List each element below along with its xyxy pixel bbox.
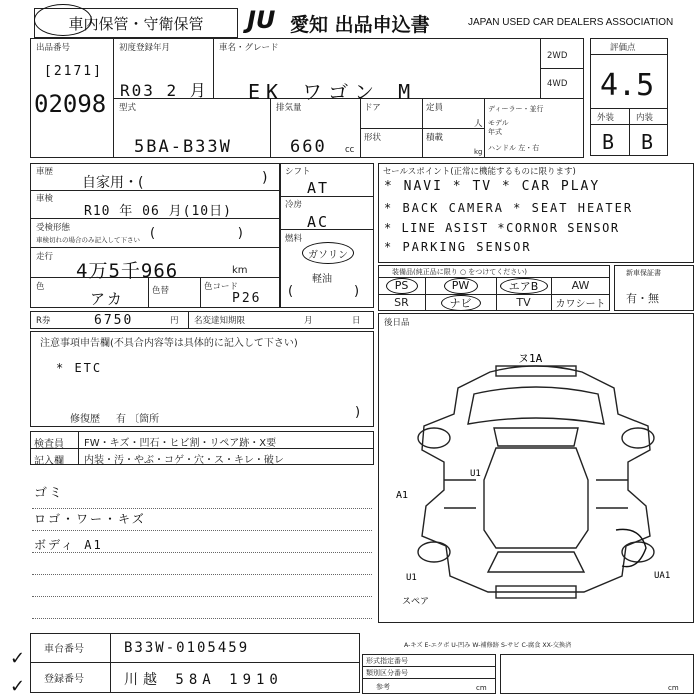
grade-label: 評価点	[610, 43, 636, 53]
wheel-rear-right	[622, 542, 654, 562]
receive-paren: ( )	[150, 226, 243, 241]
warranty-value: 有・無	[626, 292, 659, 305]
capacity-unit: 人	[474, 119, 483, 129]
color-label: 色	[36, 282, 45, 292]
model-label: 型式	[119, 103, 137, 113]
drive-4wd: 4WD	[547, 79, 568, 89]
chassis-label: 車台番号	[44, 644, 84, 655]
exterior-label: 外装	[597, 113, 615, 123]
hood-outline	[468, 387, 604, 424]
rear-window	[488, 552, 584, 572]
first-reg-label: 初度登録年月	[119, 43, 171, 53]
storage-label: 車内保管・守衛保管	[68, 14, 204, 33]
color-value: アカ	[90, 290, 124, 308]
selling-label: セールスポイント(正常に機能するものに限ります)	[383, 167, 576, 177]
warranty-label: 新車保証書	[626, 269, 661, 277]
history-label: 車歴	[36, 167, 54, 177]
plate-value: 川越 58A 1910	[124, 672, 283, 688]
color-code-label: 色コード	[204, 282, 239, 292]
reference-box	[500, 654, 694, 694]
first-reg-value: R03 2 月	[120, 81, 208, 100]
car-damage-diagram	[378, 330, 694, 620]
mileage-unit: km	[232, 265, 248, 276]
history-paren: )	[262, 170, 268, 186]
ac-label: 冷房	[285, 200, 303, 210]
repair-history-close: )	[355, 405, 361, 420]
inspection-label: 車検	[36, 194, 54, 204]
dealer-model: モデル	[488, 119, 509, 127]
windshield	[494, 428, 578, 446]
lot-label: 出品番号	[36, 43, 71, 53]
handle-label: ハンドル 左・右	[488, 144, 540, 152]
notes-label: 注意事項申告欄(不具合内容等は具体的に記入して下さい)	[40, 338, 298, 349]
name-change-month: 月	[304, 316, 313, 326]
color-code-value: P26	[232, 291, 262, 306]
inspector-row-2: 内装・汚・やぶ・コゲ・穴・ス・キレ・破レ	[84, 455, 284, 466]
selling-line-1: * NAVI * TV * CAR PLAY	[384, 179, 601, 194]
ju-logo: JU	[247, 6, 276, 34]
fuel-gasoline-circled: ガソリン	[302, 242, 354, 264]
selling-line-3: * LINE ASIST *CORNOR SENSOR	[384, 221, 620, 235]
mileage-label: 走行	[36, 252, 54, 262]
form-unit-1: cm	[476, 684, 487, 692]
inspector-label: 検査員	[34, 439, 64, 450]
check-mark-2: ✓	[10, 676, 26, 697]
roof-outline	[484, 448, 588, 548]
handwritten-note-2: ロゴ・ワー・キズ	[34, 512, 146, 526]
wheel-rear-left	[418, 542, 450, 562]
displacement-unit: cc	[345, 145, 355, 155]
diagram-ua-label: UA1	[654, 571, 671, 581]
name-change-label: 名変達知期限	[194, 316, 246, 326]
plate-label: 登録番号	[44, 674, 84, 685]
equip-ps: PS	[378, 277, 425, 294]
dealer-label: ディーラー・並行	[488, 105, 544, 113]
drive-2wd: 2WD	[547, 51, 568, 61]
recycle-label: R券	[36, 316, 51, 326]
circle-mark	[34, 4, 92, 36]
equip-airbag: エアB	[496, 277, 551, 294]
lot-bracket: [2171]	[44, 64, 103, 79]
car-name-value: EK ワゴン M	[248, 80, 417, 104]
car-outline	[422, 366, 650, 592]
repair-history-value: 有 〔箇所	[116, 414, 160, 425]
doors-label: ドア	[364, 103, 381, 113]
inspector-row-1: FW・キズ・凹石・ヒビ割・リペア跡・X要	[84, 438, 277, 449]
displacement-label: 排気量	[276, 103, 302, 113]
load-label: 積載	[426, 133, 444, 143]
grade-value: 4.5	[600, 68, 655, 103]
form-label-3: 参考	[376, 683, 390, 691]
equip-aw: AW	[571, 279, 590, 292]
equip-navi: ナビ	[425, 294, 496, 311]
ac-value: AC	[307, 213, 330, 231]
equip-sr: SR	[394, 296, 409, 309]
shape-label: 形状	[364, 133, 382, 143]
exterior-grade: B	[602, 130, 617, 154]
equip-leather: カワシート	[555, 299, 606, 310]
selling-line-4: * PARKING SENSOR	[384, 240, 532, 254]
displacement-value: 660	[290, 137, 327, 157]
selling-line-2: * BACK CAMERA * SEAT HEATER	[384, 201, 634, 215]
history-value: 自家用・(	[82, 175, 144, 191]
repair-history-label: 修復歴	[70, 414, 100, 425]
record-label: 記入欄	[34, 456, 64, 467]
model-value: 5BA-B33W	[134, 137, 232, 157]
color-change-label: 色替	[152, 286, 170, 296]
diagram-spare-label: スペア	[402, 597, 430, 607]
load-unit: kg	[474, 148, 483, 156]
recycle-value: 6750	[94, 313, 134, 328]
rear-items-label: 後日品	[384, 318, 410, 328]
capacity-label: 定員	[426, 103, 444, 113]
shift-value: AT	[307, 179, 330, 197]
name-change-day: 日	[352, 316, 361, 326]
form-title: 愛知 出品申込書	[290, 14, 430, 36]
handwritten-note-3: ボディ A1	[34, 538, 103, 552]
fuel-bracket-left: (	[288, 284, 294, 299]
form-title-en: JAPAN USED CAR DEALERS ASSOCIATION	[468, 17, 674, 28]
diagram-u-label-2: U1	[406, 573, 417, 583]
receive-sub: 車検切れの場合のみ記入して下さい	[36, 236, 140, 244]
handwritten-note-1: ゴミ	[34, 486, 65, 501]
chassis-value: B33W-0105459	[124, 640, 250, 656]
fuel-label: 燃料	[285, 234, 303, 244]
check-mark-1: ✓	[10, 648, 26, 669]
diagram-legend: A-キズ E-エクボ U-凹み W-補修跡 S-サビ C-腐食 XX-交換済	[404, 642, 572, 649]
bumper-front	[496, 366, 576, 376]
equipment-label: 装備品(純正品に限り ○ をつけてください)	[392, 268, 528, 276]
interior-label: 内装	[636, 113, 654, 123]
notes-value: * ETC	[56, 361, 103, 375]
diagram-top-label: ヌ1A	[518, 352, 543, 365]
mileage-value: 4万5千966	[76, 260, 179, 282]
fuel-diesel: 軽油	[312, 274, 332, 285]
receive-label: 受検形態	[36, 223, 71, 233]
interior-grade: B	[641, 130, 656, 154]
shift-label: シフト	[285, 167, 311, 177]
fuel-bracket-right: )	[354, 284, 360, 299]
equip-tv: TV	[516, 296, 531, 309]
equip-pw: PW	[425, 277, 496, 294]
diagram-a-label: A1	[396, 490, 409, 501]
inspection-value: R10 年 06 月(10日)	[84, 204, 232, 219]
dealer-year: 年式	[488, 128, 502, 136]
form-unit-2: cm	[668, 684, 679, 692]
form-label-2: 類別区分番号	[366, 669, 408, 677]
diagram-u-label-1: U1	[470, 469, 481, 479]
lot-number: 02098	[34, 90, 107, 118]
form-label-1: 形式指定番号	[366, 657, 408, 665]
car-name-label: 車名・グレード	[219, 43, 279, 53]
recycle-unit: 円	[170, 316, 179, 326]
